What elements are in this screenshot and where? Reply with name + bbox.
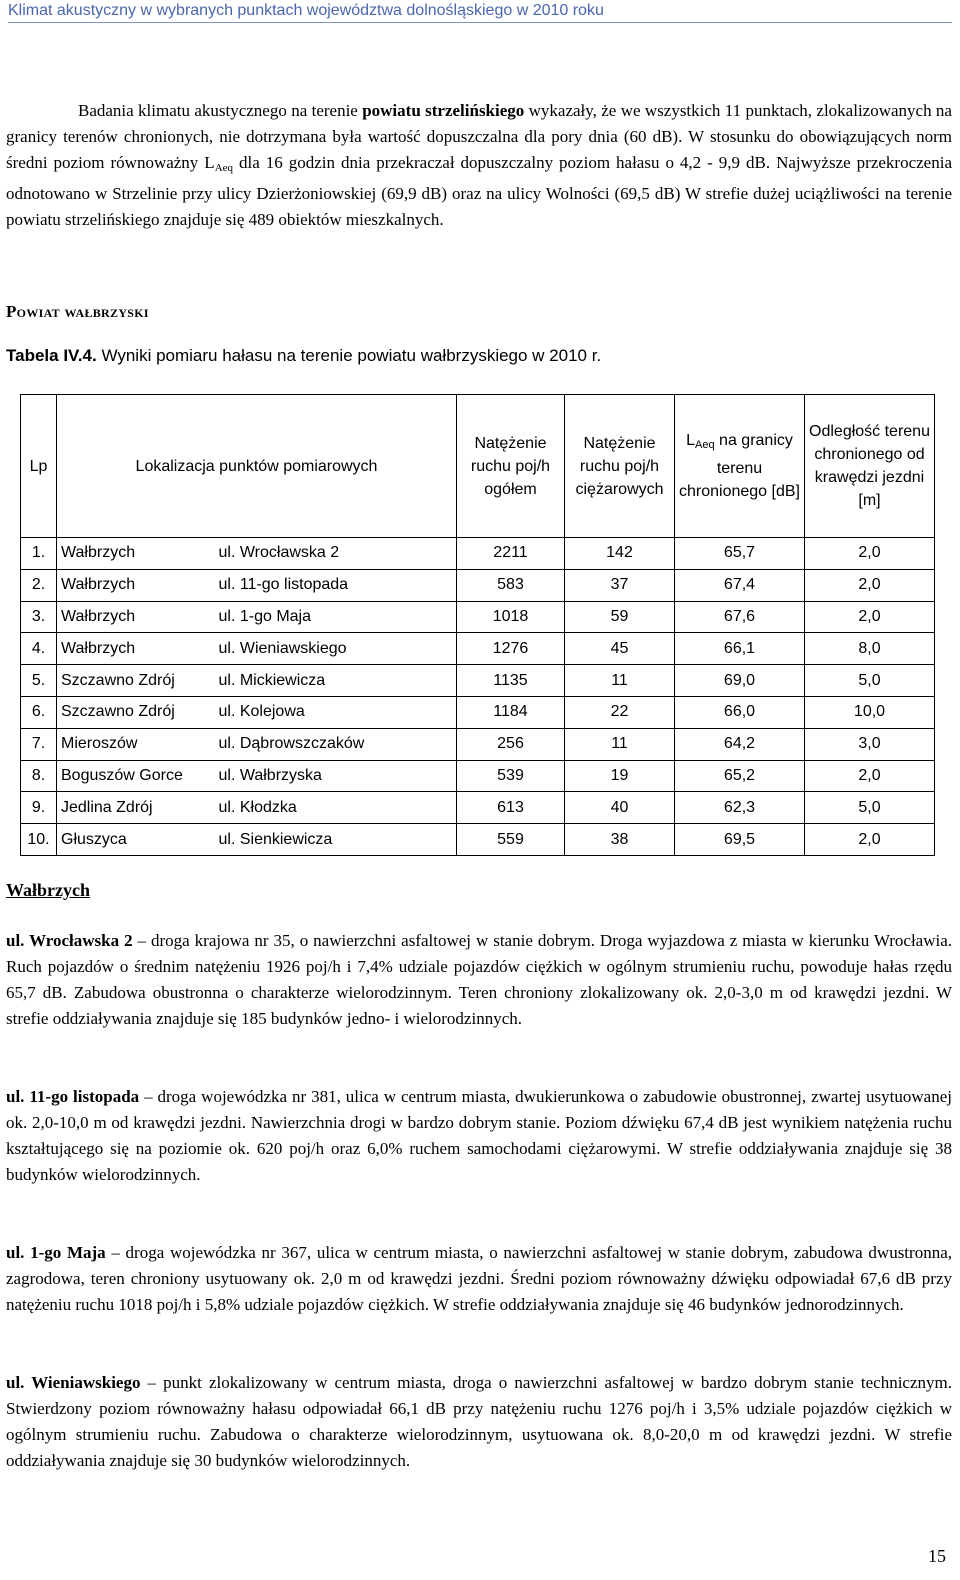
bold-text-run: ul. Wieniawskiego (6, 1373, 141, 1392)
bold-text-run: ul. Wrocławska 2 (6, 931, 133, 950)
cell-lp: 8. (21, 760, 57, 792)
cell-city: Wałbrzych (57, 601, 215, 633)
cell-street: ul. Kłodzka (215, 792, 457, 824)
cell-distance: 2,0 (805, 569, 935, 601)
cell-traffic-heavy: 45 (565, 633, 675, 665)
cell-city: Wałbrzych (57, 538, 215, 570)
table-row (21, 665, 935, 697)
cell-distance: 5,0 (805, 665, 935, 697)
cell-lp: 7. (21, 728, 57, 760)
bold-text-run: ul. 1-go Maja (6, 1243, 106, 1262)
cell-city: Szczawno Zdrój (57, 696, 215, 728)
cell-laeq: 67,6 (675, 601, 805, 633)
cell-traffic-total: 1184 (457, 696, 565, 728)
cell-traffic-heavy: 38 (565, 824, 675, 856)
cell-traffic-total: 2211 (457, 538, 565, 570)
cell-laeq: 65,2 (675, 760, 805, 792)
cell-city: Mieroszów (57, 728, 215, 760)
table-row (21, 633, 935, 665)
cell-city: Szczawno Zdrój (57, 665, 215, 697)
cell-street: ul. 11-go listopada (215, 569, 457, 601)
table-caption-number: Tabela IV.4. (6, 346, 97, 365)
cell-distance: 2,0 (805, 760, 935, 792)
cell-laeq: 66,0 (675, 696, 805, 728)
cell-traffic-total: 1018 (457, 601, 565, 633)
cell-traffic-heavy: 11 (565, 728, 675, 760)
cell-street: ul. Wieniawskiego (215, 633, 457, 665)
table-row (21, 538, 935, 570)
cell-laeq: 62,3 (675, 792, 805, 824)
cell-lp: 5. (21, 665, 57, 697)
cell-city: Wałbrzych (57, 633, 215, 665)
cell-lp: 2. (21, 569, 57, 601)
intro-paragraph (6, 98, 952, 233)
cell-distance: 2,0 (805, 538, 935, 570)
measurements-table (20, 394, 935, 856)
table-row (21, 760, 935, 792)
description-11-listopada (6, 1084, 952, 1188)
cell-lp: 1. (21, 538, 57, 570)
cell-lp: 6. (21, 696, 57, 728)
cell-laeq: 69,5 (675, 824, 805, 856)
bold-text-run: powiatu strzelińskiego (362, 101, 525, 120)
cell-distance: 8,0 (805, 633, 935, 665)
cell-distance: 2,0 (805, 824, 935, 856)
running-header: Klimat akustyczny w wybranych punktach województwa dolnośląskiego w 2010 roku (8, 2, 952, 23)
cell-distance: 2,0 (805, 601, 935, 633)
cell-traffic-total: 256 (457, 728, 565, 760)
text-run: – droga krajowa nr 35, o nawierzchni asfaltowej w stanie dobrym. Droga wyjazdowa z miasta w kierunku Wrocławia. Ruch pojazdów o średnim natężeniu 1926 poj/h i 7,4% udziale pojazdów ciężkich w ogólnym strumieniu ruchu, powoduje hałas rzędu 65,7 dB. Zabudowa obustronna o charakterze wielorodzinnym. Teren chroniony zlokalizowany ok. 2,0-3,0 m od krawędzi jezdni. W strefie oddziaływania znajduje się 185 budynków jedno- i wielorodzinnych. (6, 931, 953, 1028)
cell-street: ul. Dąbrowszczaków (215, 728, 457, 760)
cell-distance: 5,0 (805, 792, 935, 824)
table-row (21, 696, 935, 728)
cell-traffic-heavy: 37 (565, 569, 675, 601)
cell-lp: 10. (21, 824, 57, 856)
cell-city: Wałbrzych (57, 569, 215, 601)
laeq-rest: na granicy terenu chronionego [dB] (679, 432, 800, 500)
cell-city: Boguszów Gorce (57, 760, 215, 792)
table-caption-text: Wyniki pomiaru hałasu na terenie powiatu wałbrzyskiego w 2010 r. (96, 346, 602, 365)
cell-traffic-total: 613 (457, 792, 565, 824)
cell-city: Jedlina Zdrój (57, 792, 215, 824)
cell-lp: 9. (21, 792, 57, 824)
cell-laeq: 65,7 (675, 538, 805, 570)
cell-laeq: 64,2 (675, 728, 805, 760)
col-header-lp: Lp (21, 395, 57, 538)
text-run: – punkt zlokalizowany w centrum miasta, droga o nawierzchni asfaltowej w bardzo dobrym stanie technicznym. Stwierdzony poziom równoważny hałasu odpowiadał 66,1 dB przy natężeniu ruchu 1276 poj/h i 3,5% udziale pojazdów ciężkich w ogólnym strumieniu ruchu. Zabudowa o charakterze wielorodzinnym, usytuowana ok. 8,0-20,0 m od krawędzi jezdni. W strefie oddziaływania znajduje się 30 budynków wielorodzinnych. (6, 1373, 952, 1470)
laeq-subscript: Aeq (695, 439, 715, 451)
section-heading: Powiat wałbrzyski (6, 302, 149, 321)
col-header-traffic-heavy: Natężenie ruchu poj/h ciężarowych (565, 395, 675, 538)
cell-traffic-total: 539 (457, 760, 565, 792)
text-run: Badania klimatu akustycznego na terenie (78, 101, 363, 120)
cell-street: ul. Mickiewicza (215, 665, 457, 697)
page-number: 15 (928, 1546, 946, 1566)
table-row (21, 792, 935, 824)
intro-text (6, 98, 952, 233)
text-run: – droga wojewódzka nr 367, ulica w centrum miasta, o nawierzchni asfaltowej w stanie dobrym, zabudowa dwustronna, zagrodowa, teren chroniony usytuowany ok. 2,0 m od krawędzi jezdni. Średni poziom równoważny dźwięku odpowiadał 67,6 dB przy natężeniu ruchu 1018 poj/h i 5,8% udziale pojazdów ciężkich. W strefie oddziaływania znajduje się 46 budynków jednorodzinnych. (6, 1243, 952, 1314)
cell-street: ul. Sienkiewicza (215, 824, 457, 856)
city-heading: Wałbrzych (6, 880, 90, 900)
cell-traffic-heavy: 19 (565, 760, 675, 792)
table-row (21, 728, 935, 760)
col-header-traffic-total: Natężenie ruchu poj/h ogółem (457, 395, 565, 538)
text-run: dla 16 godzin dnia przekraczał dopuszczalny poziom hałasu o 4,2 - 9,9 dB. Najwyższe przekroczenia odnotowano w Strzelinie przy ulicy Dzierżoniowskiej (69,9 dB) oraz na ulicy Wolności (69,5 dB) W strefie dużej uciążliwości na terenie powiatu strzelińskiego znajduje się 489 obiektów mieszkalnych. (6, 153, 952, 229)
table-body (21, 538, 935, 856)
description-wieniawskiego (6, 1370, 952, 1474)
cell-laeq: 67,4 (675, 569, 805, 601)
cell-traffic-heavy: 40 (565, 792, 675, 824)
table-row (21, 824, 935, 856)
text-run: – droga wojewódzka nr 381, ulica w centrum miasta, dwukierunkowa o zabudowie obustronnej, zwartej usytuowanej ok. 2,0-10,0 m od krawędzi jezdni. Nawierzchnia drogi w bardzo dobrym stanie. Poziom dźwięku 67,4 dB jest wynikiem natężenia ruchu kształtującego się na poziomie ok. 620 poj/h oraz 6,0% ruchem samochodami ciężarowymi. W strefie oddziaływania znajduje się 38 budynków wielorodzinnych. (6, 1087, 952, 1184)
cell-traffic-total: 1276 (457, 633, 565, 665)
cell-traffic-total: 559 (457, 824, 565, 856)
cell-traffic-heavy: 22 (565, 696, 675, 728)
cell-laeq: 69,0 (675, 665, 805, 697)
col-header-distance: Odległość terenu chronionego od krawędzi jezdni [m] (805, 395, 935, 538)
cell-street: ul. Wrocławska 2 (215, 538, 457, 570)
cell-street: ul. 1-go Maja (215, 601, 457, 633)
table-caption (6, 346, 601, 366)
cell-distance: 10,0 (805, 696, 935, 728)
cell-traffic-heavy: 59 (565, 601, 675, 633)
cell-street: ul. Kolejowa (215, 696, 457, 728)
cell-lp: 3. (21, 601, 57, 633)
cell-laeq: 66,1 (675, 633, 805, 665)
cell-traffic-total: 1135 (457, 665, 565, 697)
cell-traffic-heavy: 142 (565, 538, 675, 570)
cell-street: ul. Wałbrzyska (215, 760, 457, 792)
description-wroclawska (6, 928, 952, 1032)
table-row (21, 569, 935, 601)
cell-traffic-total: 583 (457, 569, 565, 601)
text-run: wykazały, że we wszystkich 11 punktach, zlokalizowanych na granicy terenów chronionych, nie dotrzymana była wartość dopuszczalna dla pory dnia (60 dB). W stosunku do obowiązujących norm średni poziom równoważny L (6, 101, 952, 172)
subscript-run: Aeq (214, 162, 234, 174)
col-header-laeq (675, 395, 805, 538)
table-row (21, 601, 935, 633)
table-header-row (21, 395, 935, 538)
cell-city: Głuszyca (57, 824, 215, 856)
bold-text-run: ul. 11-go listopada (6, 1087, 140, 1106)
cell-lp: 4. (21, 633, 57, 665)
col-header-location: Lokalizacja punktów pomiarowych (57, 395, 457, 538)
description-1-maja (6, 1240, 952, 1318)
cell-traffic-heavy: 11 (565, 665, 675, 697)
laeq-prefix: L (686, 432, 696, 449)
cell-distance: 3,0 (805, 728, 935, 760)
